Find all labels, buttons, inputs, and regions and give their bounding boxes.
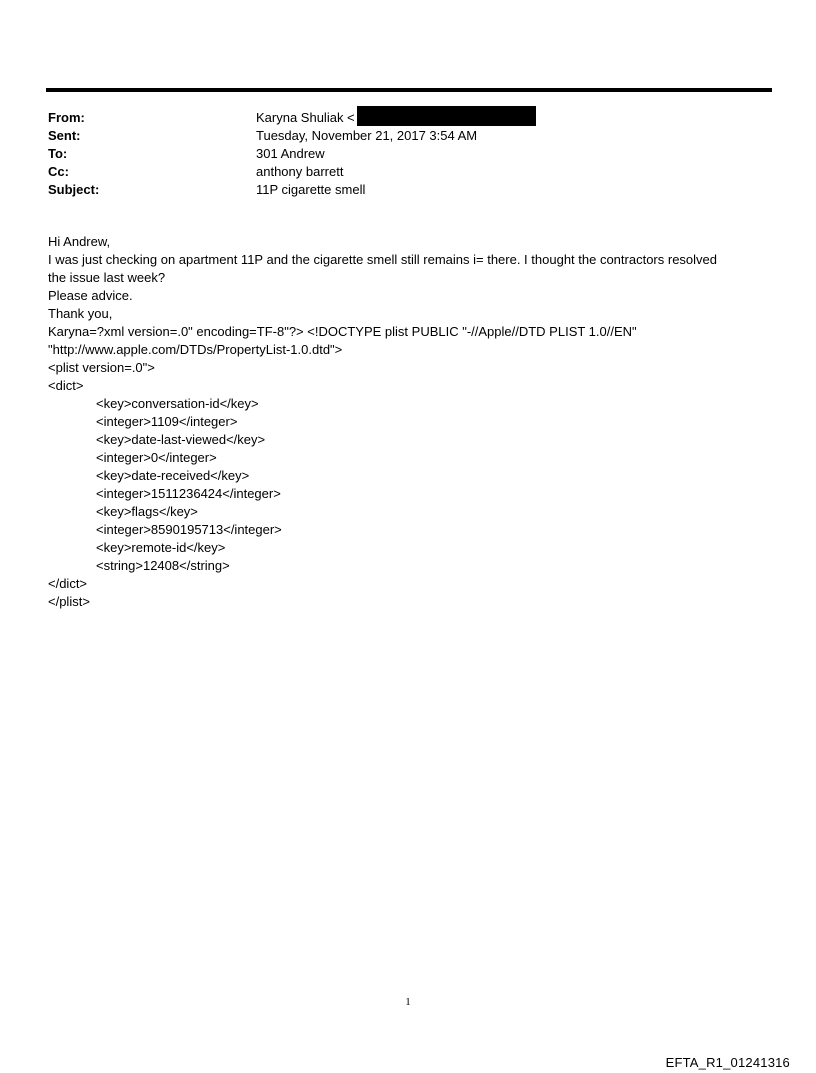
cc-value: anthony barrett (256, 164, 344, 179)
body-line: <key>flags</key> (96, 504, 198, 519)
body-line: the issue last week? (48, 270, 166, 285)
body-line: <key>date-last-viewed</key> (96, 432, 266, 447)
cc-row (48, 163, 768, 181)
body-line: <integer>8590195713</integer> (96, 522, 282, 537)
body-line: </dict> (48, 576, 88, 591)
body-line: <key>conversation-id</key> (96, 396, 259, 411)
bates-number: EFTA_R1_01241316 (665, 1055, 790, 1070)
body-line: <integer>1109</integer> (96, 414, 238, 429)
redaction-block (357, 106, 536, 126)
sent-row (48, 127, 768, 145)
body-line: Karyna=?xml version=.0" encoding=TF-8"?> <!DOCTYPE plist PUBLIC "-//Apple//DTD PLIST 1.0//EN" (48, 324, 637, 339)
subject-label: Subject: (48, 182, 100, 197)
subject-row (48, 181, 768, 199)
from-value (256, 109, 536, 127)
body-line: </plist> (48, 594, 90, 609)
cc-label: Cc: (48, 164, 69, 179)
body-line: <key>date-received</key> (96, 468, 250, 483)
to-row (48, 145, 768, 163)
from-text: Karyna Shuliak < (256, 110, 355, 125)
sent-value: Tuesday, November 21, 2017 3:54 AM (256, 128, 478, 143)
body-line: <dict> (48, 378, 84, 393)
body-line: Thank you, (48, 306, 113, 321)
body-line: <string>12408</string> (96, 558, 230, 573)
body-line: <integer>0</integer> (96, 450, 217, 465)
page-number: 1 (405, 996, 411, 1008)
header-divider (46, 88, 772, 92)
body-line: <key>remote-id</key> (96, 540, 226, 555)
body-line: I was just checking on apartment 11P and the cigarette smell still remains i= there. I thought the contractors resolved (48, 252, 718, 267)
body-line: <integer>1511236424</integer> (96, 486, 281, 501)
to-label: To: (48, 146, 68, 161)
to-value: 301 Andrew (256, 146, 325, 161)
subject-value: 11P cigarette smell (256, 182, 366, 197)
body-line: Please advice. (48, 288, 133, 303)
email-body (48, 233, 768, 611)
body-line: <plist version=.0"> (48, 360, 155, 375)
from-row (48, 109, 768, 127)
body-line: Hi Andrew, (48, 234, 111, 249)
email-header (48, 109, 768, 199)
from-label: From: (48, 110, 85, 125)
sent-label: Sent: (48, 128, 81, 143)
body-line: "http://www.apple.com/DTDs/PropertyList-1.0.dtd"> (48, 342, 343, 357)
